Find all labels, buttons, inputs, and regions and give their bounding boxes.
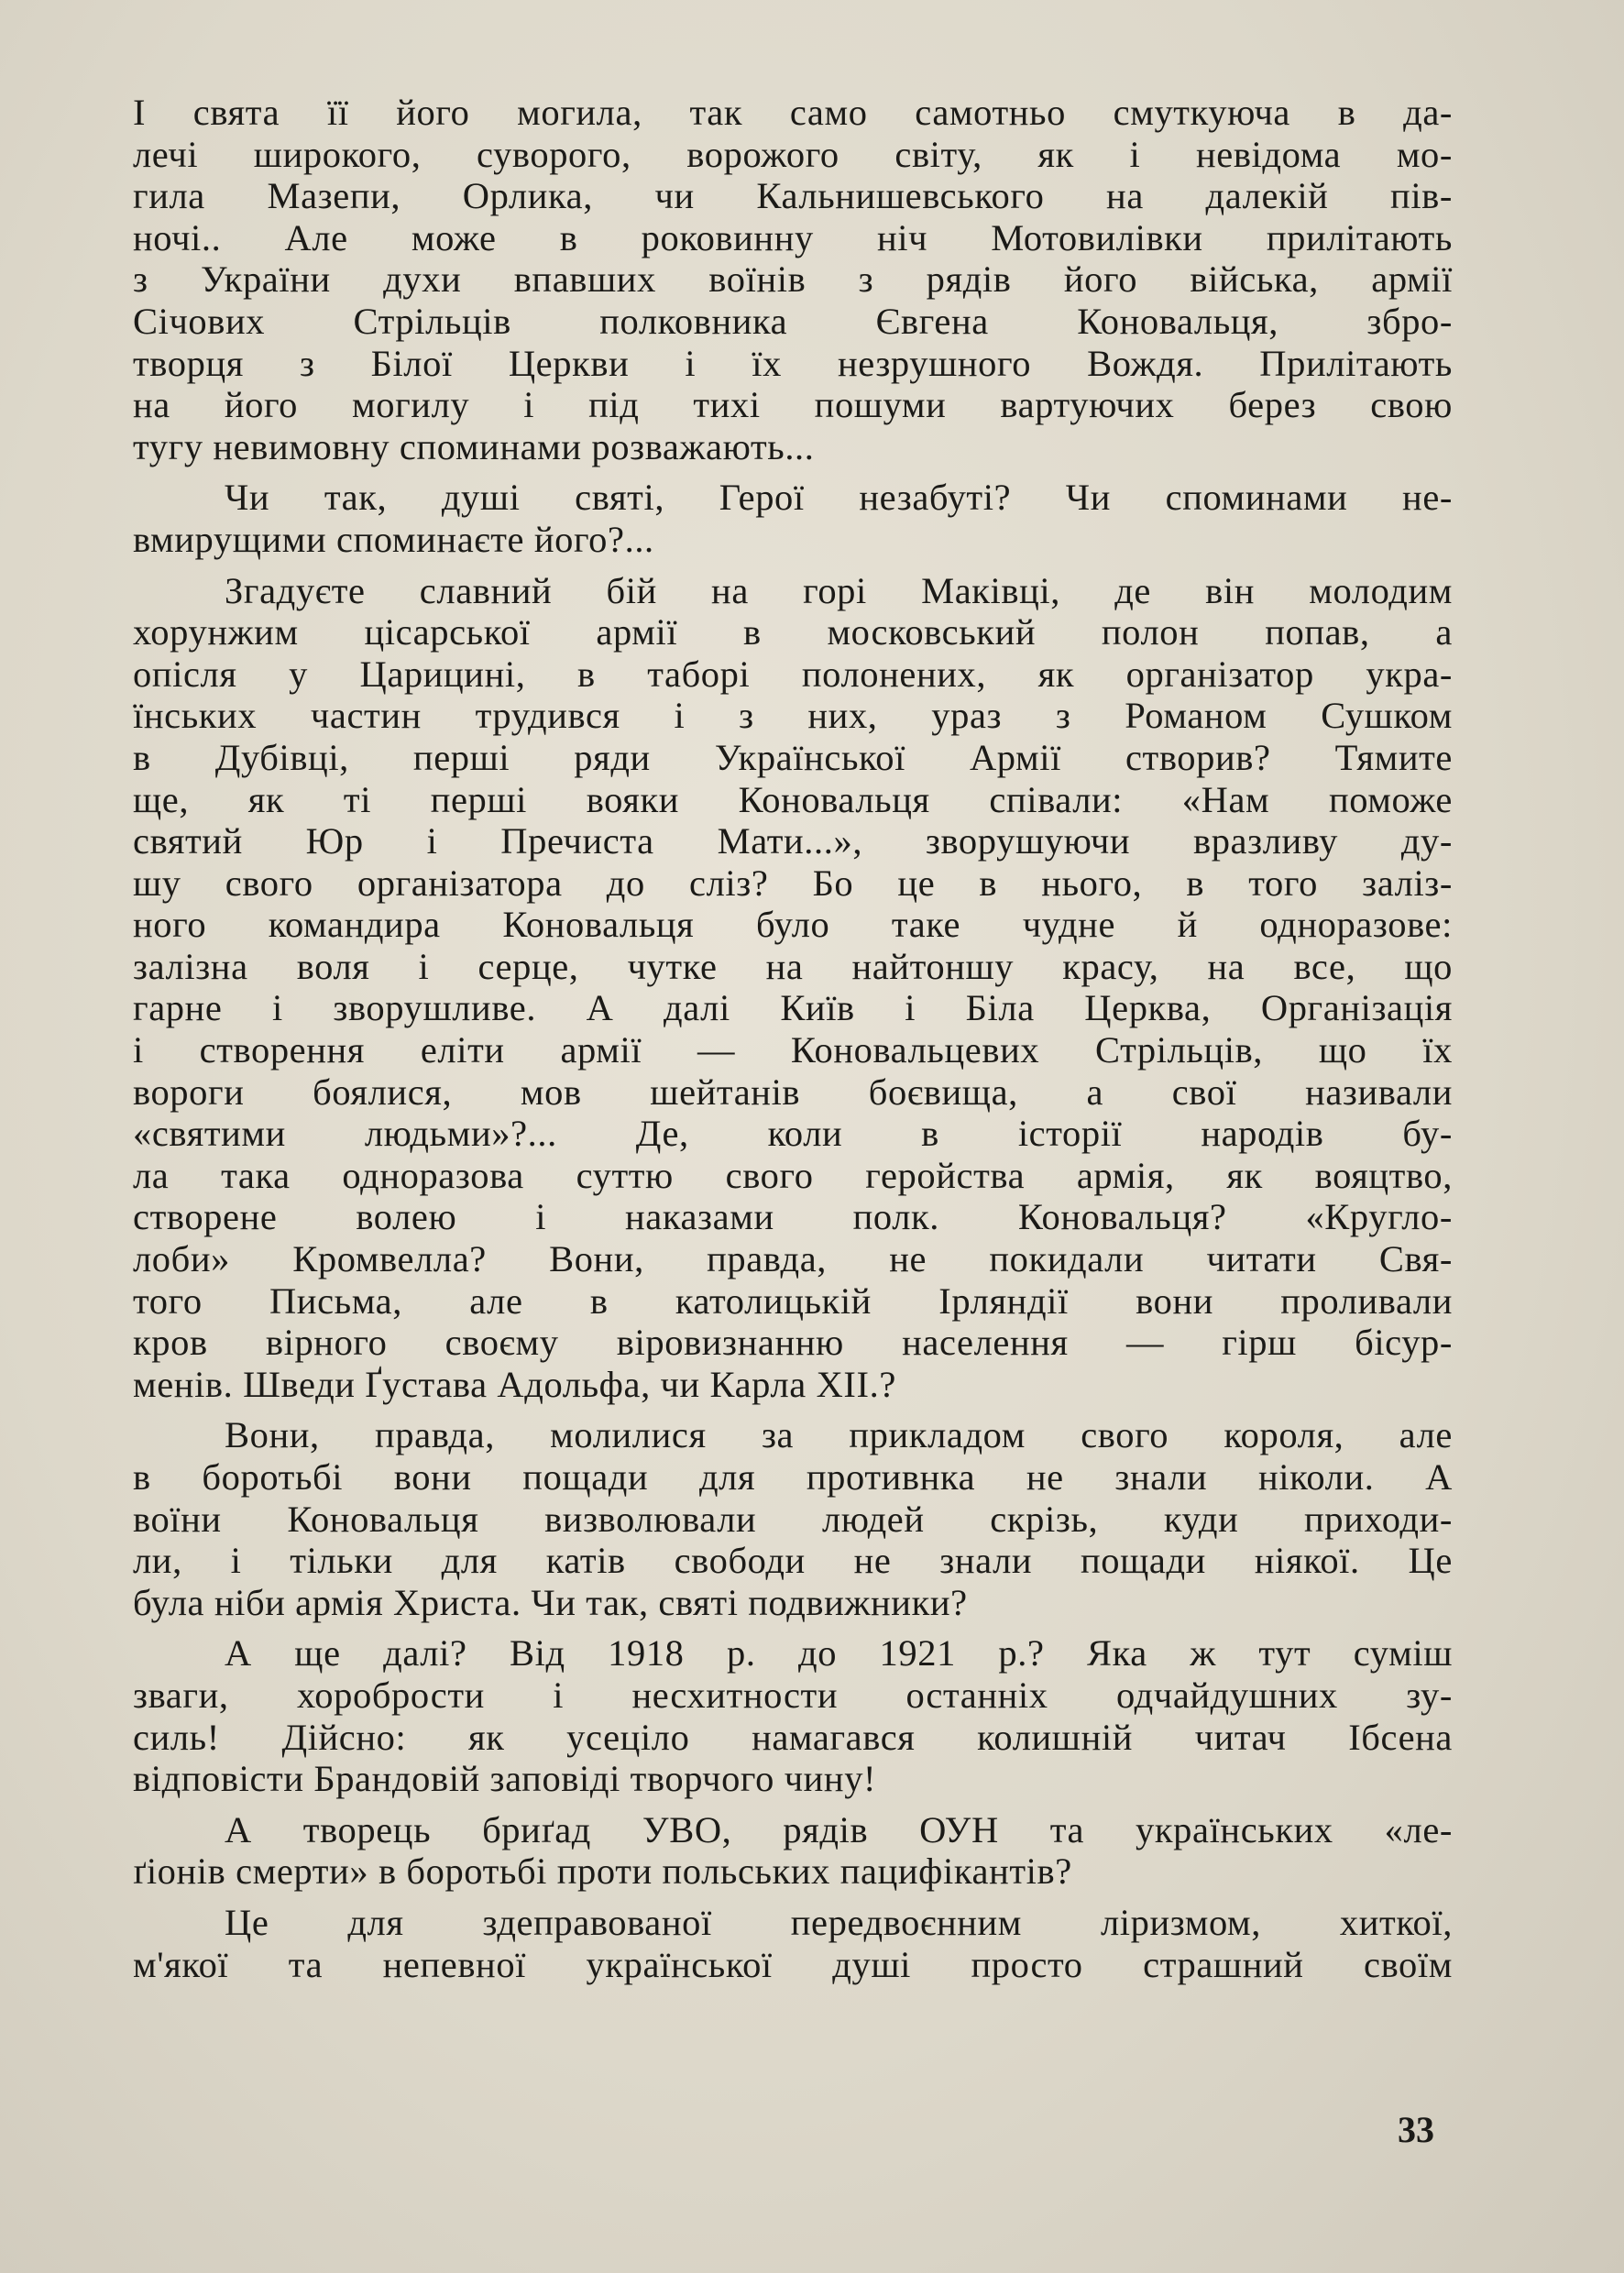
text-line: гарне і зворушливе. А далі Київ і Біла Церква, Організація [133, 987, 1453, 1029]
text-line: опісля у Царицині, в таборі полонених, як організатор укра- [133, 653, 1453, 695]
page-number: 33 [1398, 2109, 1434, 2150]
text-line: А ще далі? Від 1918 р. до 1921 р.? Яка ж тут суміш [225, 1632, 1453, 1675]
text-line: гила Мазепи, Орлика, чи Кальнишевського на далекій пів- [133, 175, 1453, 217]
paragraph [133, 1414, 1453, 1623]
text-line: в боротьбі вони пощади для противнка не знали ніколи. А [133, 1456, 1453, 1498]
text-line: того Письма, але в католицькій Ірляндії вони проливали [133, 1279, 1453, 1322]
text-line: Вони, правда, молилися за прикладом свого короля, але [225, 1414, 1453, 1456]
text-line: воїни Коновальця визволювали людей скрізь, куди приходи- [133, 1498, 1453, 1540]
text-line: ла така одноразова суттю свого геройства армія, як вояцтво, [133, 1154, 1453, 1196]
text-line: ґіонів смерти» в боротьбі проти польських пацифікантів? [133, 1850, 1072, 1893]
paragraph [133, 1632, 1453, 1799]
text-line: І свята її його могила, так само самотньо смуткуюча в да- [133, 92, 1453, 133]
text-line: святий Юр і Пречиста Мати...», зворушуючи вразливу ду- [133, 820, 1453, 862]
paragraph [133, 570, 1453, 1406]
text-line: була ніби армія Христа. Чи так, святі подвижники? [133, 1581, 968, 1623]
text-line: м'якої та непевної української душі просто страшний своїм [133, 1943, 1453, 1985]
text-line: менів. Шведи Ґустава Адольфа, чи Карла XII.? [133, 1363, 896, 1405]
text-line: в Дубівці, перші ряди Української Армії створив? Тямите [133, 736, 1453, 778]
text-line: Згадуєте славний бій на горі Маківці, де він молодим [225, 569, 1453, 611]
text-line: А творець бриґад УВО, рядів ОУН та українських «ле- [225, 1808, 1453, 1850]
text-line: Чи так, душі святі, Герої незабуті? Чи споминами не- [225, 477, 1453, 519]
text-line: «святими людьми»?... Де, коли в історії народів бу- [133, 1113, 1453, 1155]
text-line: кров вірного своєму віровизнанню населення — гірш бісур- [133, 1322, 1453, 1364]
text-line: ного командира Коновальця було таке чудне й одноразове: [133, 904, 1453, 946]
text-line: ще, як ті перші вояки Коновальця співали: «Нам поможе [133, 778, 1453, 820]
text-line: залізна воля і серце, чутке на найтоншу красу, на все, що [133, 945, 1453, 987]
text-line: з України духи впавших воїнів з рядів його війська, армії [133, 258, 1453, 301]
body-text [133, 92, 1453, 1994]
paragraph [133, 92, 1453, 467]
text-line: ночі.. Але може в роковинну ніч Мотовилівки прилітають [133, 216, 1453, 258]
text-line: шу свого організатора до сліз? Бо це в нього, в того заліз- [133, 862, 1453, 904]
text-line: їнських частин трудився і з них, ураз з Романом Сушком [133, 695, 1453, 737]
paragraph [133, 477, 1453, 560]
text-line: вороги боялися, мов шейтанів боєвища, а свої називали [133, 1071, 1453, 1113]
text-line: ли, і тільки для катів свободи не знали пощади ніякої. Це [133, 1540, 1453, 1582]
paragraph [133, 1809, 1453, 1893]
text-line: відповісти Брандовій заповіді творчого чину! [133, 1758, 877, 1800]
text-line: Січових Стрільців полковника Євгена Коновальця, збро- [133, 300, 1453, 342]
text-line: лоби» Кромвелла? Вони, правда, не покидали читати Свя- [133, 1238, 1453, 1280]
text-line: створене волею і наказами полк. Коновальця? «Кругло- [133, 1196, 1453, 1238]
text-line: вмирущими споминаєте його?... [133, 518, 654, 560]
paragraph [133, 1902, 1453, 1985]
text-line: зваги, хоробрости і несхитности останніх одчайдушних зу- [133, 1674, 1453, 1716]
text-line: творця з Білої Церкви і їх незрушного Вождя. Прилітають [133, 342, 1453, 384]
text-line: лечі широкого, суворого, ворожого світу, як і невідома мо- [133, 133, 1453, 175]
text-line: хорунжим цісарської армії в московський полон попав, а [133, 611, 1453, 653]
text-line: і створення еліти армії — Коновальцевих Стрільців, що їх [133, 1029, 1453, 1071]
text-line: Це для здеправованої передвоєнним ліризмом, хиткої, [225, 1901, 1453, 1943]
text-line: силь! Дійсно: як усеціло намагався колишній читач Ібсена [133, 1716, 1453, 1758]
text-line: тугу невимовну споминами розважають... [133, 425, 815, 467]
text-line: на його могилу і під тихі пошуми вартуючих берез свою [133, 384, 1453, 426]
